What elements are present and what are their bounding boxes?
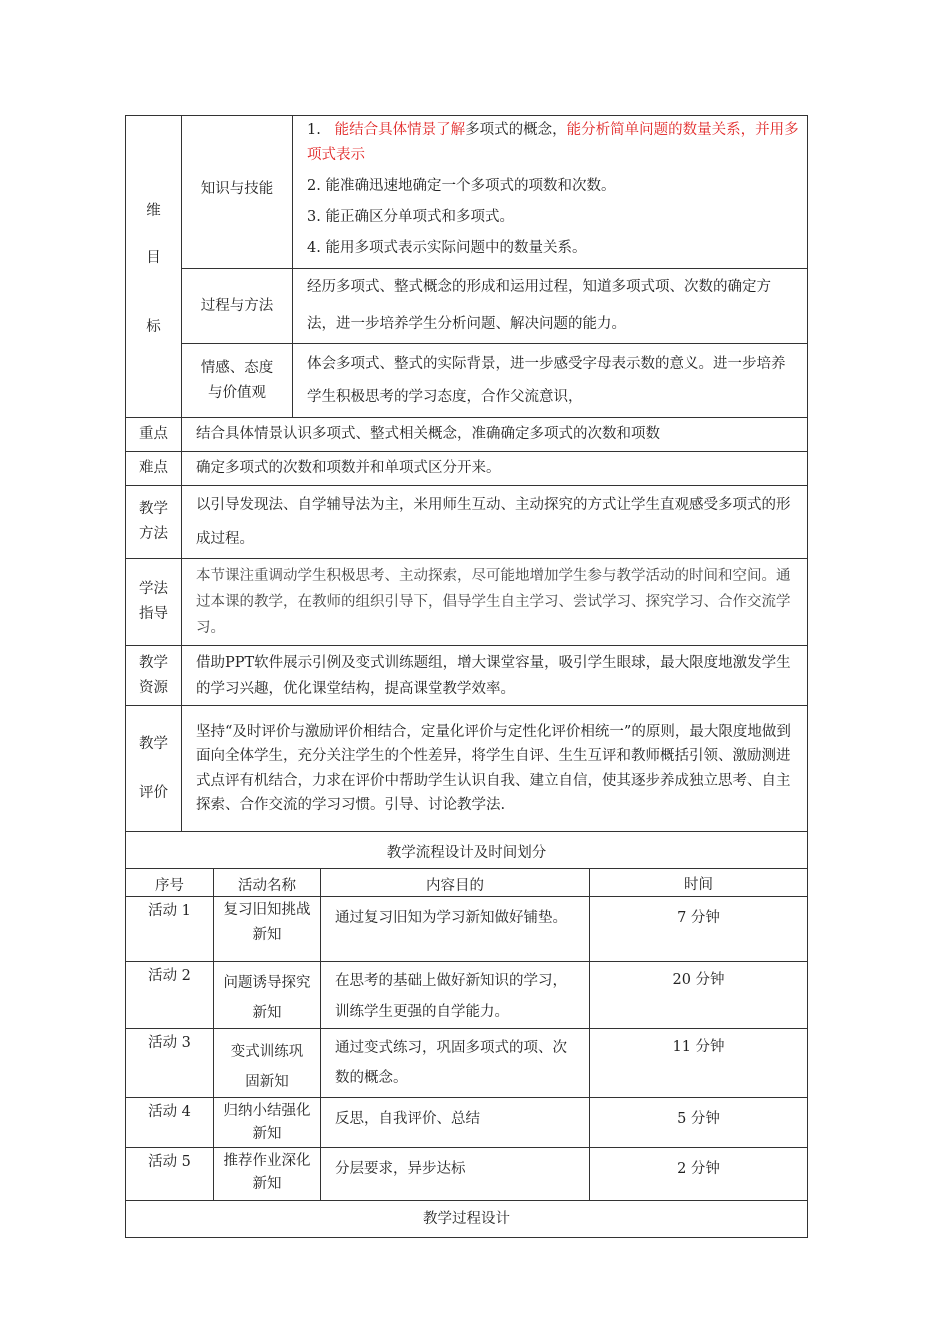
dim-char-3: 标 [146,319,161,335]
row-content: 通过复习旧知为学习新知做好铺垫。 [321,897,590,962]
row-time: 20 分钟 [590,962,808,1029]
process-label: 过程与方法 [182,269,293,344]
knowledge-item-4: 4. 能用多项式表示实际问题中的数量关系。 [307,240,587,256]
row-name: 问题诱导探究新知 [214,962,321,1029]
header-seq: 序号 [126,869,214,897]
row-content: 反思，自我评价、总结 [321,1098,590,1148]
table-row [126,1029,808,1098]
goals-dimension-label [126,116,182,418]
evaluation-label: 教学 评价 [126,706,182,832]
resource-label: 教学 资源 [126,646,182,706]
row-content: 分层要求，异步达标 [321,1148,590,1201]
row-name: 变式训练巩固新知 [214,1029,321,1098]
row-content: 在思考的基础上做好新知识的学习，训练学生更强的自学能力。 [321,962,590,1029]
process-design-title: 教学过程设计 [126,1201,808,1238]
row-time: 2 分钟 [590,1148,808,1201]
study-content: 本节课注重调动学生积极思考、主动探索，尽可能地增加学生参与教学活动的时间和空间。通过本课的教学，在教师的组织引导下，倡导学生自主学习、尝试学习、探究学习、合作交流学习。 [182,559,808,646]
key-point-content: 结合具体情景认识多项式、整式相关概念，准确确定多项式的次数和项数 [182,418,808,452]
header-content: 内容目的 [321,869,590,897]
row-seq: 活动 5 [126,1148,214,1201]
row-name: 归纳小结强化新知 [214,1098,321,1148]
resource-content: 借助PPT软件展示引例及变式训练题组，增大课堂容量，吸引学生眼球，最大限度地激发学生的学习兴趣，优化课堂结构，提高课堂教学效率。 [182,646,808,706]
row-time: 7 分钟 [590,897,808,962]
header-name: 活动名称 [214,869,321,897]
evaluation-content: 坚持“及时评价与激励评价相结合，定量化评价与定性化评价相统一”的原则，最大限度地做到面向全体学生，充分关注学生的个性差异，将学生自评、生生互评和教师概括引领、激励测进式点评有机结合，力求在评价中帮助学生认识自我、建立自信，使其逐步养成独立思考、自主探索、合作交流的学习习惯。引导、讨论教学法. [182,706,808,832]
method-label: 教学 方法 [126,486,182,559]
table-row [126,1148,808,1201]
knowledge-item-1-red-a: 能结合具体情景了解 [334,122,466,138]
row-seq: 活动 3 [126,1029,214,1098]
header-time: 时间 [590,869,808,897]
emotion-label: 情感、态度 与价值观 [182,344,293,418]
row-time: 5 分钟 [590,1098,808,1148]
table-row [126,897,808,962]
row-seq: 活动 2 [126,962,214,1029]
dim-char-1: 维 [146,203,161,219]
knowledge-item-1: 1. 能结合具体情景了解多项式的概念，能分析简单问题的数量关系，并用多项式表示 [307,122,799,163]
knowledge-item-1-red-b: 能分析简单问题的数量关系，并用多项式表示 [307,122,799,163]
knowledge-item-3: 3. 能正确区分单项式和多项式。 [307,209,514,225]
lesson-plan-page [125,115,808,1238]
study-label: 学法 指导 [126,559,182,646]
knowledge-content [293,116,808,269]
knowledge-label: 知识与技能 [182,116,293,269]
difficulty-content: 确定多项式的次数和项数并和单项式区分开来。 [182,452,808,486]
row-name: 推荐作业深化新知 [214,1148,321,1201]
key-point-label: 重点 [126,418,182,452]
row-seq: 活动 4 [126,1098,214,1148]
table-row [126,1098,808,1148]
row-seq: 活动 1 [126,897,214,962]
lesson-info-table [125,115,808,832]
method-content: 以引导发现法、自学辅导法为主，米用师生互动、主动探究的方式让学生直观感受多项式的形成过程。 [182,486,808,559]
knowledge-item-1-black: 多项式的概念， [465,122,567,138]
flow-title: 教学流程设计及时间划分 [126,832,808,869]
teaching-flow-table [125,831,808,1238]
table-row [126,962,808,1029]
difficulty-label: 难点 [126,452,182,486]
dim-char-2: 目 [146,250,161,266]
emotion-content: 体会多项式、整式的实际背景，进一步感受字母表示数的意义。进一步培养学生积极思考的学习态度，合作父流意识， [293,344,808,418]
knowledge-item-2: 2. 能准确迅速地确定一个多项式的项数和次数。 [307,178,616,194]
process-content: 经历多项式、整式概念的形成和运用过程，知道多项式项、次数的确定方法，进一步培养学生分析问题、解决问题的能力。 [293,269,808,344]
row-content: 通过变式练习，巩固多项式的项、次数的概念。 [321,1029,590,1098]
row-time: 11 分钟 [590,1029,808,1098]
row-name: 复习旧知挑战新知 [214,897,321,962]
